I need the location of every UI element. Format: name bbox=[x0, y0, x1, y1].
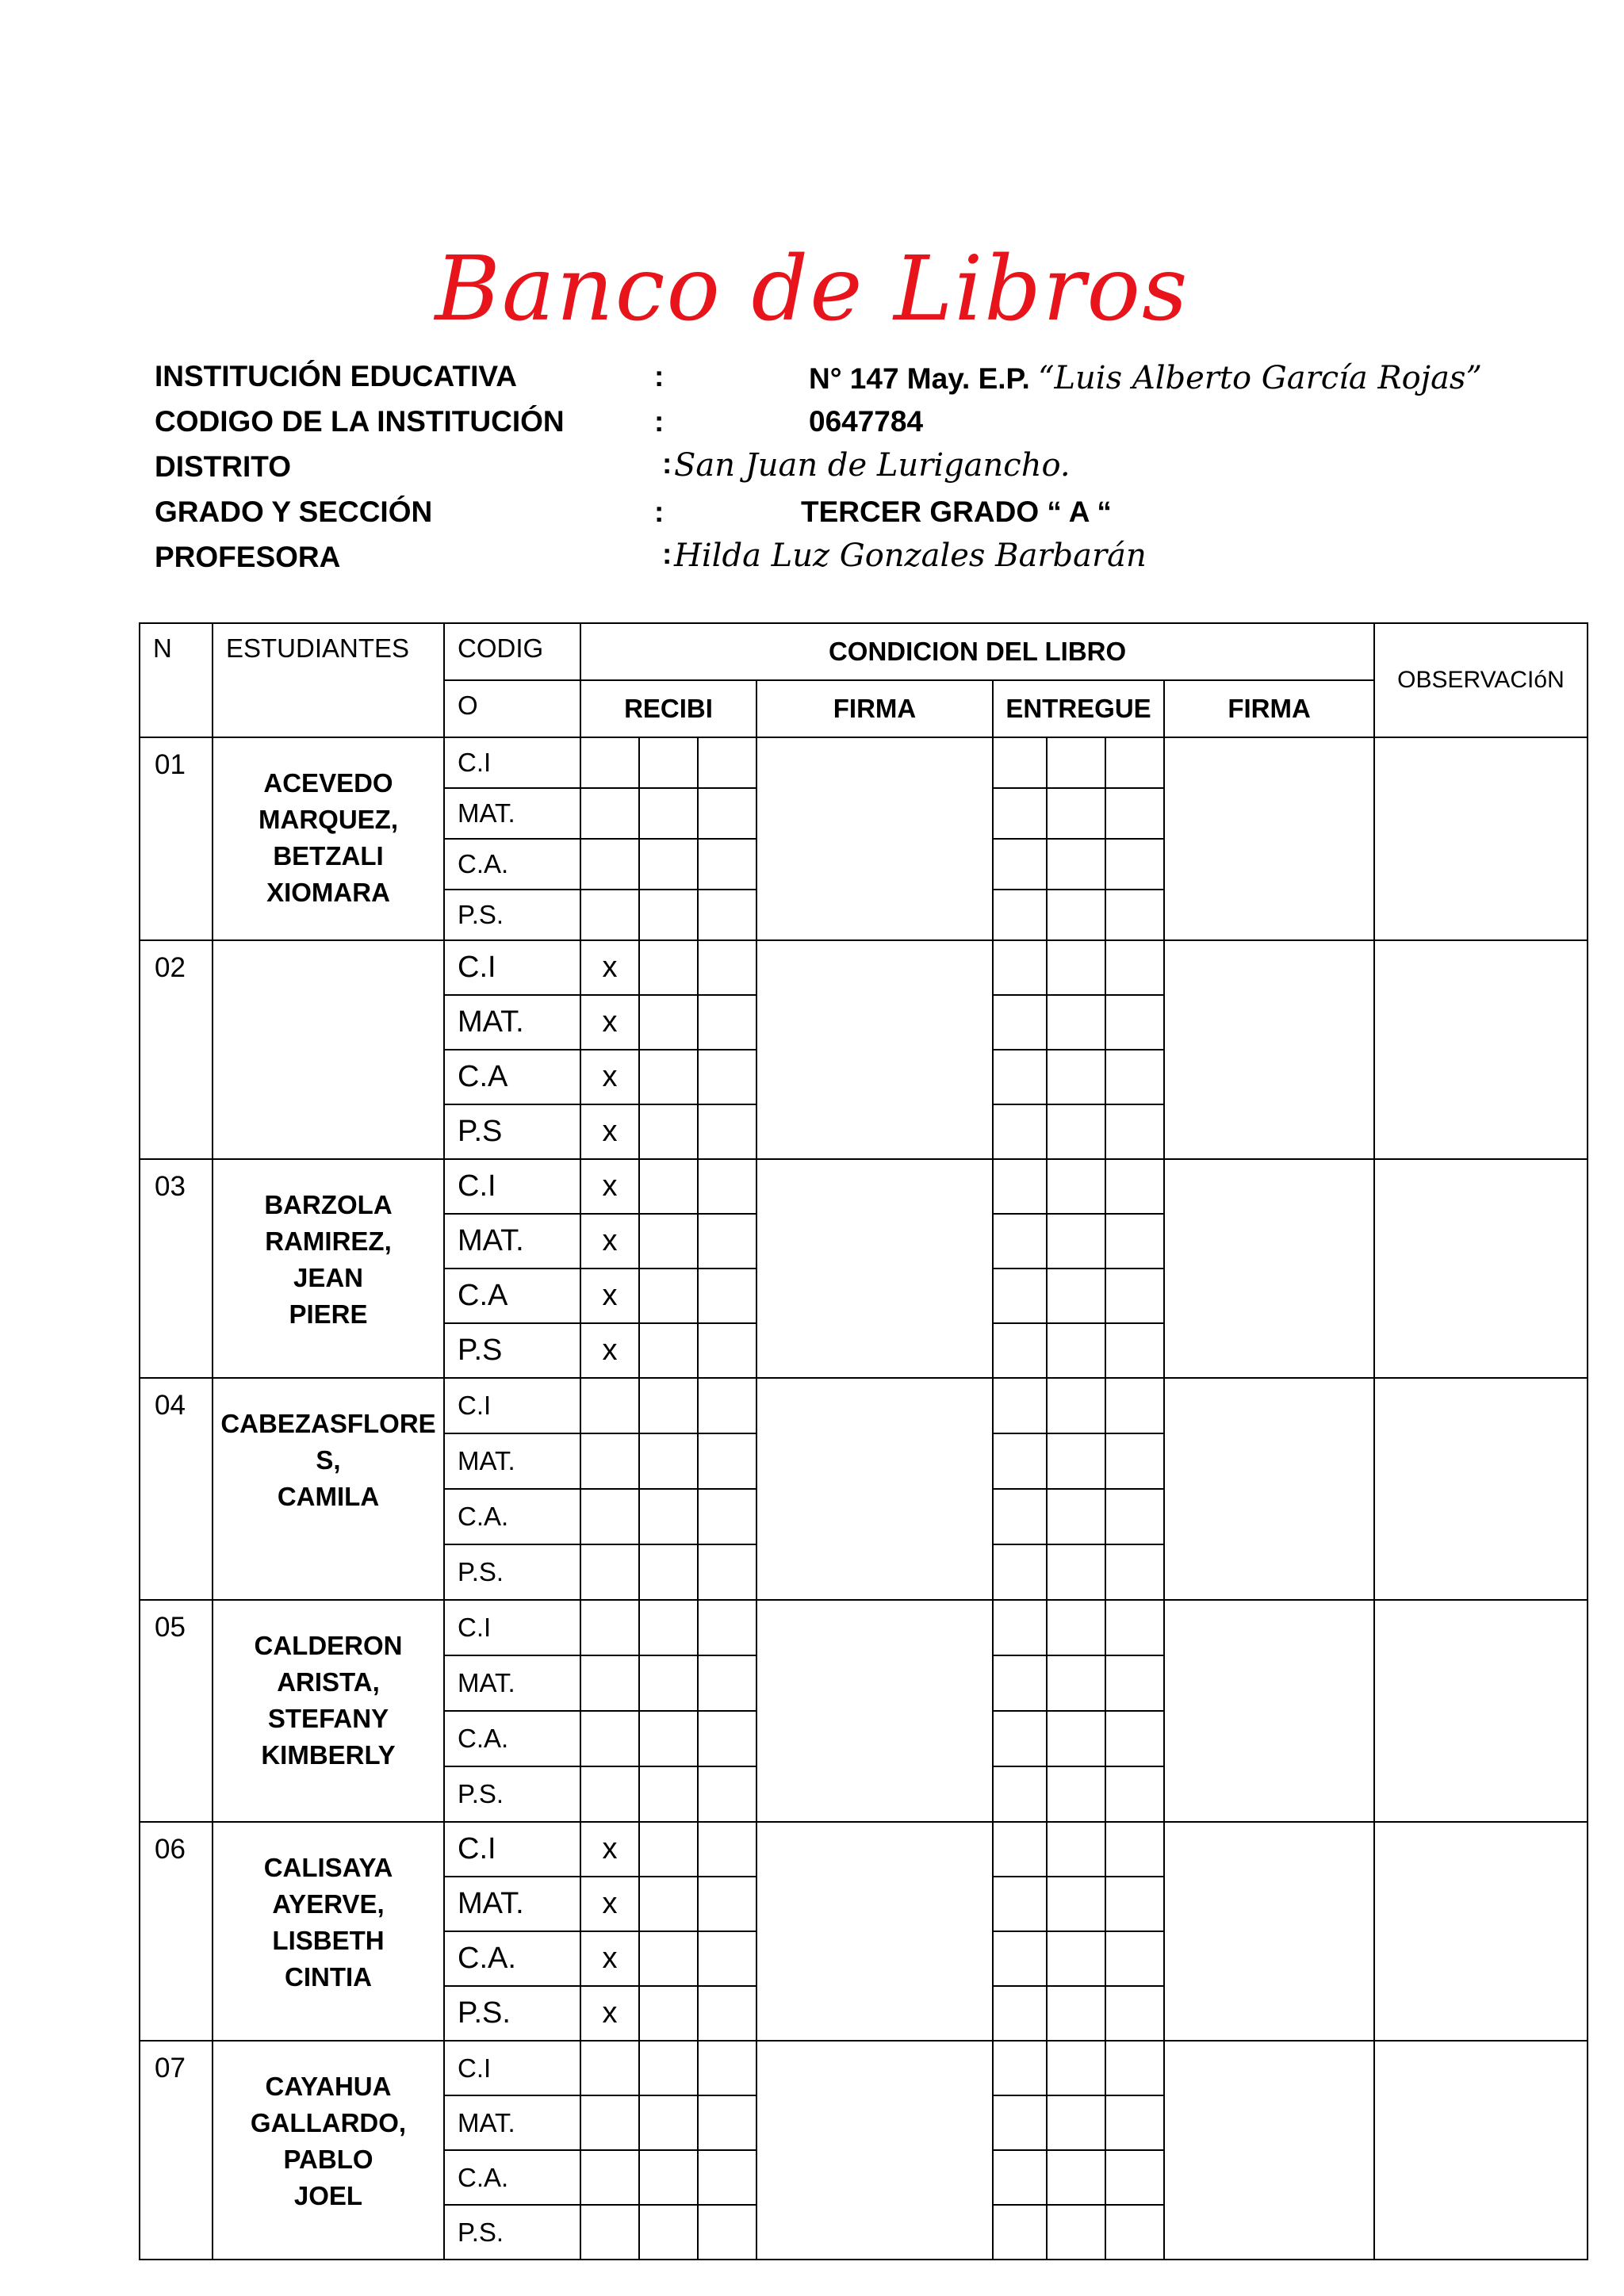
student-name-line: JEAN bbox=[293, 1263, 364, 1292]
entregue-box[interactable] bbox=[1105, 1822, 1164, 1877]
student-name-line: RAMIREZ, bbox=[265, 1226, 392, 1256]
entregue-box[interactable] bbox=[993, 1104, 1047, 1159]
recibi-box[interactable] bbox=[639, 1489, 698, 1544]
info-colon: : bbox=[654, 405, 665, 438]
recibi-box[interactable] bbox=[639, 1323, 698, 1378]
recibi-box[interactable]: x bbox=[580, 1050, 639, 1104]
recibi-box[interactable] bbox=[639, 1433, 698, 1489]
recibi-box[interactable] bbox=[698, 1931, 756, 1986]
student-name-line: CALDERON bbox=[254, 1631, 403, 1660]
entregue-box[interactable] bbox=[993, 1433, 1047, 1489]
book-code: MAT. bbox=[444, 1214, 580, 1269]
student-name-line: LISBETH bbox=[272, 1926, 385, 1955]
entregue-box[interactable] bbox=[1047, 1489, 1105, 1544]
table-row bbox=[140, 2041, 1588, 2095]
entregue-box[interactable] bbox=[993, 1378, 1047, 1433]
recibi-box[interactable]: x bbox=[580, 1986, 639, 2041]
firma-entregue-cell[interactable] bbox=[1164, 1600, 1374, 1822]
recibi-box[interactable] bbox=[639, 1986, 698, 2041]
recibi-box[interactable] bbox=[698, 788, 756, 839]
info-label: PROFESORA bbox=[155, 541, 341, 573]
recibi-box[interactable] bbox=[698, 1655, 756, 1711]
entregue-box[interactable] bbox=[993, 1877, 1047, 1931]
entregue-box[interactable] bbox=[993, 2095, 1047, 2150]
entregue-box[interactable] bbox=[1047, 2041, 1105, 2095]
recibi-box[interactable] bbox=[698, 1159, 756, 1214]
entregue-box[interactable] bbox=[993, 1269, 1047, 1323]
info-colon: : bbox=[654, 496, 665, 528]
recibi-box[interactable] bbox=[639, 2150, 698, 2205]
entregue-box[interactable] bbox=[1047, 1655, 1105, 1711]
recibi-box[interactable] bbox=[698, 2205, 756, 2260]
recibi-box[interactable] bbox=[639, 1766, 698, 1822]
recibi-box[interactable] bbox=[639, 1822, 698, 1877]
recibi-box[interactable] bbox=[639, 1050, 698, 1104]
student-name-line: S, bbox=[316, 1445, 341, 1475]
info-value: 0647784 bbox=[809, 405, 924, 438]
recibi-box[interactable]: x bbox=[580, 1159, 639, 1214]
student-name-line: PIERE bbox=[289, 1299, 368, 1329]
info-value-script: “Luis Alberto García Rojas” bbox=[1038, 360, 1482, 396]
student-name-line: JOEL bbox=[293, 2181, 363, 2210]
recibi-box[interactable] bbox=[698, 737, 756, 788]
entregue-box[interactable] bbox=[993, 2205, 1047, 2260]
student-name-line: BETZALI bbox=[273, 841, 384, 871]
entregue-box[interactable] bbox=[1105, 1655, 1164, 1711]
header-estudiantes: ESTUDIANTES bbox=[213, 623, 444, 737]
entregue-box[interactable] bbox=[993, 1544, 1047, 1600]
student-name-line: MARQUEZ, bbox=[259, 805, 398, 834]
recibi-box[interactable] bbox=[639, 1544, 698, 1600]
recibi-box[interactable]: x bbox=[580, 1877, 639, 1931]
entregue-box[interactable] bbox=[1105, 1600, 1164, 1655]
header-recibi: RECIBI bbox=[580, 680, 756, 737]
recibi-box[interactable] bbox=[580, 1489, 639, 1544]
entregue-box[interactable] bbox=[1047, 1323, 1105, 1378]
entregue-box[interactable] bbox=[993, 1931, 1047, 1986]
entregue-box[interactable] bbox=[993, 737, 1047, 788]
entregue-box[interactable] bbox=[1105, 1931, 1164, 1986]
firma-entregue-cell[interactable] bbox=[1164, 940, 1374, 1159]
recibi-box[interactable] bbox=[698, 940, 756, 995]
header-codigo: CODIG bbox=[444, 623, 580, 680]
book-code: C.A. bbox=[444, 1931, 580, 1986]
book-code: P.S. bbox=[444, 1986, 580, 2041]
recibi-box[interactable] bbox=[698, 1214, 756, 1269]
student-name-line: CAMILA bbox=[277, 1482, 380, 1511]
page-title: Banco de Libros bbox=[435, 238, 1189, 341]
recibi-box[interactable] bbox=[580, 2150, 639, 2205]
entregue-box[interactable] bbox=[1105, 1269, 1164, 1323]
info-row-codigo bbox=[155, 400, 1566, 446]
entregue-box[interactable] bbox=[993, 1214, 1047, 1269]
entregue-box[interactable] bbox=[1105, 1104, 1164, 1159]
book-code: C.A bbox=[444, 1269, 580, 1323]
entregue-box[interactable] bbox=[993, 1655, 1047, 1711]
entregue-box[interactable] bbox=[1047, 1877, 1105, 1931]
recibi-box[interactable] bbox=[580, 2205, 639, 2260]
entregue-box[interactable] bbox=[993, 2041, 1047, 2095]
recibi-box[interactable] bbox=[639, 839, 698, 890]
recibi-box[interactable] bbox=[639, 1214, 698, 1269]
entregue-box[interactable] bbox=[993, 1711, 1047, 1766]
table-row bbox=[140, 1822, 1588, 1877]
recibi-box[interactable]: x bbox=[580, 1214, 639, 1269]
entregue-box[interactable] bbox=[1047, 1159, 1105, 1214]
entregue-box[interactable] bbox=[1047, 839, 1105, 890]
info-colon: : bbox=[662, 538, 672, 570]
recibi-box[interactable] bbox=[639, 890, 698, 940]
book-code: C.A. bbox=[444, 2150, 580, 2205]
info-value-script: Hilda Luz Gonzales Barbarán bbox=[674, 538, 1147, 574]
header-firma-1: FIRMA bbox=[756, 680, 993, 737]
book-code: P.S. bbox=[444, 2205, 580, 2260]
recibi-box[interactable]: x bbox=[580, 1104, 639, 1159]
entregue-box[interactable] bbox=[1105, 890, 1164, 940]
recibi-box[interactable] bbox=[698, 839, 756, 890]
recibi-box[interactable] bbox=[698, 1378, 756, 1433]
student-name-line: CINTIA bbox=[285, 1962, 372, 1992]
recibi-box[interactable] bbox=[698, 890, 756, 940]
recibi-box[interactable] bbox=[698, 1544, 756, 1600]
entregue-box[interactable] bbox=[1047, 2205, 1105, 2260]
observacion-cell[interactable] bbox=[1374, 1600, 1588, 1822]
student-number: 01 bbox=[140, 737, 213, 940]
recibi-box[interactable] bbox=[580, 839, 639, 890]
recibi-box[interactable] bbox=[580, 1600, 639, 1655]
student-number: 02 bbox=[140, 940, 213, 1159]
entregue-box[interactable] bbox=[993, 1600, 1047, 1655]
header-codigo-cont: O bbox=[444, 680, 580, 737]
student-name bbox=[213, 2041, 444, 2260]
book-code: C.A bbox=[444, 1050, 580, 1104]
book-code: MAT. bbox=[444, 788, 580, 839]
entregue-box[interactable] bbox=[1047, 1986, 1105, 2041]
student-name bbox=[213, 940, 444, 1159]
entregue-box[interactable] bbox=[1105, 940, 1164, 995]
recibi-box[interactable] bbox=[698, 1269, 756, 1323]
student-name-line: KIMBERLY bbox=[261, 1740, 396, 1770]
info-value: TERCER GRADO “ A “ bbox=[801, 496, 1112, 528]
recibi-box[interactable] bbox=[698, 1104, 756, 1159]
firma-entregue-cell[interactable] bbox=[1164, 737, 1374, 940]
book-code: MAT. bbox=[444, 2095, 580, 2150]
entregue-box[interactable] bbox=[1047, 995, 1105, 1050]
recibi-box[interactable] bbox=[639, 788, 698, 839]
recibi-box[interactable] bbox=[580, 1544, 639, 1600]
recibi-box[interactable] bbox=[698, 1877, 756, 1931]
header-n: N bbox=[140, 623, 213, 737]
info-colon: : bbox=[654, 360, 665, 392]
entregue-box[interactable] bbox=[1047, 1544, 1105, 1600]
table-row bbox=[140, 1159, 1588, 1214]
entregue-box[interactable] bbox=[1105, 1711, 1164, 1766]
recibi-box[interactable] bbox=[580, 2095, 639, 2150]
recibi-box[interactable] bbox=[639, 737, 698, 788]
recibi-box[interactable] bbox=[580, 1766, 639, 1822]
book-code: C.I bbox=[444, 2041, 580, 2095]
recibi-box[interactable] bbox=[698, 1433, 756, 1489]
firma-recibi-cell[interactable] bbox=[756, 1822, 993, 2041]
student-number: 05 bbox=[140, 1600, 213, 1822]
recibi-box[interactable] bbox=[639, 940, 698, 995]
recibi-box[interactable] bbox=[698, 1600, 756, 1655]
firma-entregue-cell[interactable] bbox=[1164, 1378, 1374, 1600]
student-name-line: PABLO bbox=[283, 2145, 373, 2174]
recibi-box[interactable] bbox=[639, 2041, 698, 2095]
recibi-box[interactable] bbox=[639, 995, 698, 1050]
header-entregue: ENTREGUE bbox=[993, 680, 1164, 737]
firma-recibi-cell[interactable] bbox=[756, 1159, 993, 1378]
info-row-grado bbox=[155, 491, 1566, 536]
recibi-box[interactable] bbox=[639, 2095, 698, 2150]
entregue-box[interactable] bbox=[993, 839, 1047, 890]
firma-recibi-cell[interactable] bbox=[756, 1378, 993, 1600]
student-name-line: AYERVE, bbox=[272, 1889, 385, 1919]
entregue-box[interactable] bbox=[1047, 1104, 1105, 1159]
info-label: GRADO Y SECCIÓN bbox=[155, 496, 433, 528]
info-value-plain: N° 147 May. E.P. bbox=[809, 362, 1039, 395]
entregue-box[interactable] bbox=[1047, 1822, 1105, 1877]
table-row bbox=[140, 940, 1588, 995]
entregue-box[interactable] bbox=[1047, 1433, 1105, 1489]
info-row-distrito bbox=[155, 446, 1566, 491]
entregue-box[interactable] bbox=[993, 1323, 1047, 1378]
entregue-box[interactable] bbox=[1047, 1214, 1105, 1269]
student-name bbox=[213, 737, 444, 940]
recibi-box[interactable] bbox=[698, 1986, 756, 2041]
book-code: P.S. bbox=[444, 1766, 580, 1822]
entregue-box[interactable] bbox=[1047, 890, 1105, 940]
recibi-box[interactable]: x bbox=[580, 995, 639, 1050]
entregue-box[interactable] bbox=[1047, 1600, 1105, 1655]
entregue-box[interactable] bbox=[1105, 1214, 1164, 1269]
observacion-cell[interactable] bbox=[1374, 1159, 1588, 1378]
student-name-line: CABEZASFLORE bbox=[220, 1409, 436, 1438]
info-row-institucion bbox=[155, 355, 1566, 400]
recibi-box[interactable] bbox=[698, 1766, 756, 1822]
book-code: C.I bbox=[444, 737, 580, 788]
entregue-box[interactable] bbox=[1105, 2205, 1164, 2260]
entregue-box[interactable] bbox=[1105, 995, 1164, 1050]
book-code: MAT. bbox=[444, 1877, 580, 1931]
recibi-box[interactable]: x bbox=[580, 940, 639, 995]
student-name-line: BARZOLA bbox=[264, 1190, 393, 1219]
entregue-box[interactable] bbox=[1105, 737, 1164, 788]
entregue-box[interactable] bbox=[993, 1822, 1047, 1877]
entregue-box[interactable] bbox=[1047, 1711, 1105, 1766]
entregue-box[interactable] bbox=[1105, 1766, 1164, 1822]
recibi-box[interactable] bbox=[639, 1378, 698, 1433]
recibi-box[interactable] bbox=[698, 1050, 756, 1104]
entregue-box[interactable] bbox=[993, 788, 1047, 839]
book-code: MAT. bbox=[444, 1433, 580, 1489]
recibi-box[interactable] bbox=[639, 1159, 698, 1214]
entregue-box[interactable] bbox=[993, 1050, 1047, 1104]
student-number: 04 bbox=[140, 1378, 213, 1600]
book-code: C.A. bbox=[444, 1711, 580, 1766]
recibi-box[interactable]: x bbox=[580, 1269, 639, 1323]
book-bank-table bbox=[139, 622, 1588, 2260]
student-name bbox=[213, 1378, 444, 1600]
student-name bbox=[213, 1600, 444, 1822]
recibi-box[interactable] bbox=[698, 1323, 756, 1378]
info-label: CODIGO DE LA INSTITUCIÓN bbox=[155, 405, 565, 438]
recibi-box[interactable] bbox=[580, 1711, 639, 1766]
table-row bbox=[140, 1600, 1588, 1655]
recibi-box[interactable] bbox=[698, 1822, 756, 1877]
recibi-box[interactable] bbox=[698, 2041, 756, 2095]
entregue-box[interactable] bbox=[1105, 1159, 1164, 1214]
book-code: C.A. bbox=[444, 1489, 580, 1544]
recibi-box[interactable] bbox=[698, 2095, 756, 2150]
book-code: C.A. bbox=[444, 839, 580, 890]
header-row bbox=[140, 623, 1588, 680]
recibi-box[interactable] bbox=[580, 1433, 639, 1489]
info-value-script: San Juan de Lurigancho. bbox=[674, 447, 1071, 484]
firma-recibi-cell[interactable] bbox=[756, 940, 993, 1159]
book-code: P.S bbox=[444, 1323, 580, 1378]
student-name-line: CAYAHUA bbox=[265, 2072, 392, 2101]
recibi-box[interactable] bbox=[580, 2041, 639, 2095]
recibi-box[interactable] bbox=[639, 1877, 698, 1931]
entregue-box[interactable] bbox=[1047, 737, 1105, 788]
student-name-line: ARISTA, bbox=[277, 1667, 380, 1697]
table-row bbox=[140, 1378, 1588, 1433]
student-name-line: GALLARDO, bbox=[250, 2108, 407, 2137]
entregue-box[interactable] bbox=[1105, 2095, 1164, 2150]
entregue-box[interactable] bbox=[993, 1489, 1047, 1544]
info-label: DISTRITO bbox=[155, 450, 291, 483]
student-name-line: ACEVEDO bbox=[263, 768, 393, 798]
recibi-box[interactable] bbox=[580, 1378, 639, 1433]
student-number: 03 bbox=[140, 1159, 213, 1378]
recibi-box[interactable] bbox=[698, 1489, 756, 1544]
entregue-box[interactable] bbox=[1105, 1489, 1164, 1544]
entregue-box[interactable] bbox=[1105, 1323, 1164, 1378]
info-colon: : bbox=[662, 447, 672, 480]
entregue-box[interactable] bbox=[993, 2150, 1047, 2205]
entregue-box[interactable] bbox=[993, 890, 1047, 940]
entregue-box[interactable] bbox=[1047, 2095, 1105, 2150]
recibi-box[interactable] bbox=[639, 1931, 698, 1986]
entregue-box[interactable] bbox=[1105, 1544, 1164, 1600]
recibi-box[interactable] bbox=[639, 1711, 698, 1766]
book-code: C.I bbox=[444, 1159, 580, 1214]
info-value bbox=[809, 360, 1482, 396]
info-label: INSTITUCIÓN EDUCATIVA bbox=[155, 360, 518, 392]
student-name bbox=[213, 1159, 444, 1378]
entregue-box[interactable] bbox=[1105, 2150, 1164, 2205]
recibi-box[interactable]: x bbox=[580, 1323, 639, 1378]
recibi-box[interactable] bbox=[639, 1600, 698, 1655]
recibi-box[interactable] bbox=[698, 1711, 756, 1766]
entregue-box[interactable] bbox=[1047, 1269, 1105, 1323]
observacion-cell[interactable] bbox=[1374, 1378, 1588, 1600]
entregue-box[interactable] bbox=[1105, 1433, 1164, 1489]
recibi-box[interactable]: x bbox=[580, 1822, 639, 1877]
student-name-line: CALISAYA bbox=[263, 1853, 393, 1882]
firma-entregue-cell[interactable] bbox=[1164, 2041, 1374, 2260]
recibi-box[interactable] bbox=[580, 788, 639, 839]
recibi-box[interactable]: x bbox=[580, 1931, 639, 1986]
book-code: MAT. bbox=[444, 1655, 580, 1711]
recibi-box[interactable] bbox=[580, 1655, 639, 1711]
entregue-box[interactable] bbox=[1047, 940, 1105, 995]
header-firma-2: FIRMA bbox=[1164, 680, 1374, 737]
recibi-box[interactable] bbox=[639, 1655, 698, 1711]
recibi-box[interactable] bbox=[580, 737, 639, 788]
observacion-cell[interactable] bbox=[1374, 2041, 1588, 2260]
observacion-cell[interactable] bbox=[1374, 940, 1588, 1159]
recibi-box[interactable] bbox=[639, 2205, 698, 2260]
entregue-box[interactable] bbox=[1047, 1050, 1105, 1104]
entregue-box[interactable] bbox=[1047, 788, 1105, 839]
entregue-box[interactable] bbox=[993, 940, 1047, 995]
student-name-line: XIOMARA bbox=[266, 878, 390, 907]
book-code: C.I bbox=[444, 940, 580, 995]
entregue-box[interactable] bbox=[1105, 2041, 1164, 2095]
firma-recibi-cell[interactable] bbox=[756, 737, 993, 940]
firma-entregue-cell[interactable] bbox=[1164, 1822, 1374, 2041]
book-code: C.I bbox=[444, 1822, 580, 1877]
table-row bbox=[140, 737, 1588, 788]
entregue-box[interactable] bbox=[1105, 1378, 1164, 1433]
recibi-box[interactable] bbox=[639, 1104, 698, 1159]
entregue-box[interactable] bbox=[993, 1766, 1047, 1822]
book-code: C.I bbox=[444, 1600, 580, 1655]
observacion-cell[interactable] bbox=[1374, 737, 1588, 940]
recibi-box[interactable] bbox=[698, 2150, 756, 2205]
book-code: P.S. bbox=[444, 1544, 580, 1600]
entregue-box[interactable] bbox=[1047, 2150, 1105, 2205]
header-condicion: CONDICION DEL LIBRO bbox=[580, 623, 1374, 680]
firma-entregue-cell[interactable] bbox=[1164, 1159, 1374, 1378]
firma-recibi-cell[interactable] bbox=[756, 1600, 993, 1822]
entregue-box[interactable] bbox=[1105, 1050, 1164, 1104]
entregue-box[interactable] bbox=[1047, 1378, 1105, 1433]
entregue-box[interactable] bbox=[1105, 1986, 1164, 2041]
book-code: MAT. bbox=[444, 995, 580, 1050]
entregue-box[interactable] bbox=[1047, 1766, 1105, 1822]
recibi-box[interactable] bbox=[639, 1269, 698, 1323]
entregue-box[interactable] bbox=[993, 1159, 1047, 1214]
book-code: P.S bbox=[444, 1104, 580, 1159]
info-row-profesora bbox=[155, 536, 1566, 581]
recibi-box[interactable] bbox=[698, 995, 756, 1050]
student-name bbox=[213, 1822, 444, 2041]
observacion-cell[interactable] bbox=[1374, 1822, 1588, 2041]
header-observacion: OBSERVACIóN bbox=[1374, 623, 1588, 737]
entregue-box[interactable] bbox=[1105, 839, 1164, 890]
entregue-box[interactable] bbox=[993, 1986, 1047, 2041]
firma-recibi-cell[interactable] bbox=[756, 2041, 993, 2260]
entregue-box[interactable] bbox=[993, 995, 1047, 1050]
recibi-box[interactable] bbox=[580, 890, 639, 940]
institution-info bbox=[155, 355, 1566, 581]
student-number: 06 bbox=[140, 1822, 213, 2041]
book-code: C.I bbox=[444, 1378, 580, 1433]
entregue-box[interactable] bbox=[1105, 788, 1164, 839]
entregue-box[interactable] bbox=[1105, 1877, 1164, 1931]
entregue-box[interactable] bbox=[1047, 1931, 1105, 1986]
student-name-line: STEFANY bbox=[267, 1704, 389, 1733]
student-number: 07 bbox=[140, 2041, 213, 2260]
book-code: P.S. bbox=[444, 890, 580, 940]
